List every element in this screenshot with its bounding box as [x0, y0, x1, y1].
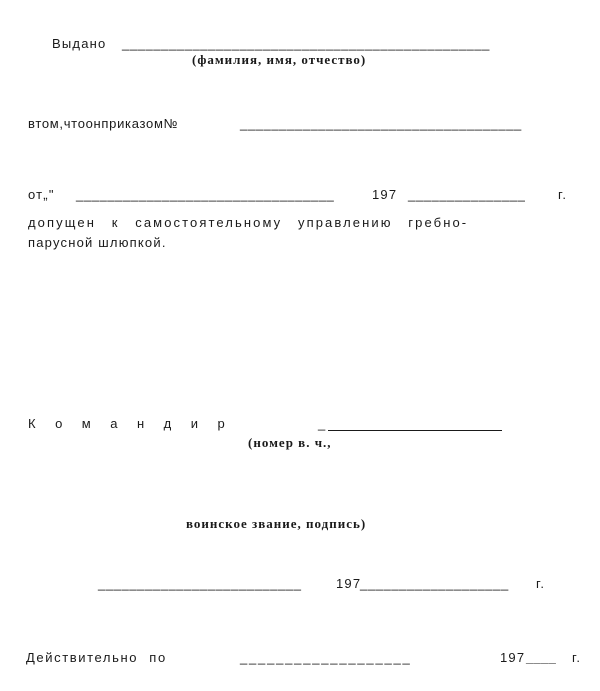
order-number-blank[interactable]: ____________________________________: [240, 116, 522, 131]
valid-until-blank[interactable]: ___________________: [240, 650, 412, 665]
commander-label: Командир: [28, 416, 245, 431]
commander-unit-line[interactable]: [328, 430, 502, 431]
signature-date-blank[interactable]: __________________________: [98, 576, 302, 591]
date-blank[interactable]: _________________________________: [76, 187, 335, 202]
signature-date-suffix: г.: [536, 576, 546, 591]
valid-until-year: 197: [500, 650, 526, 665]
date-prefix: от„": [28, 187, 55, 202]
commander-caption-rank: воинское звание, подпись): [186, 516, 367, 531]
year-blank[interactable]: _______________: [408, 187, 526, 202]
valid-until-year-blank[interactable]: ____: [526, 650, 557, 665]
name-caption: (фамилия, имя, отчество): [192, 52, 367, 67]
signature-year-blank[interactable]: ___________________: [360, 576, 509, 591]
valid-until-suffix: г.: [572, 650, 582, 665]
valid-until-label: Действительно по: [26, 650, 167, 665]
commander-blank-lead: _: [318, 416, 327, 431]
signature-date-year: 197: [336, 576, 362, 591]
date-suffix: г.: [558, 187, 568, 202]
admission-line-1: допущен к самостоятельному управлению гребно-: [28, 215, 469, 230]
issued-label: Выдано: [52, 36, 107, 51]
commander-caption-unit: (номер в. ч.,: [248, 435, 332, 450]
name-blank[interactable]: _______________________________________________: [122, 36, 491, 51]
admission-line-2: парусной шлюпкой.: [28, 235, 167, 250]
order-text: втом,чтоонприказом№: [28, 116, 179, 131]
date-year: 197: [372, 187, 398, 202]
